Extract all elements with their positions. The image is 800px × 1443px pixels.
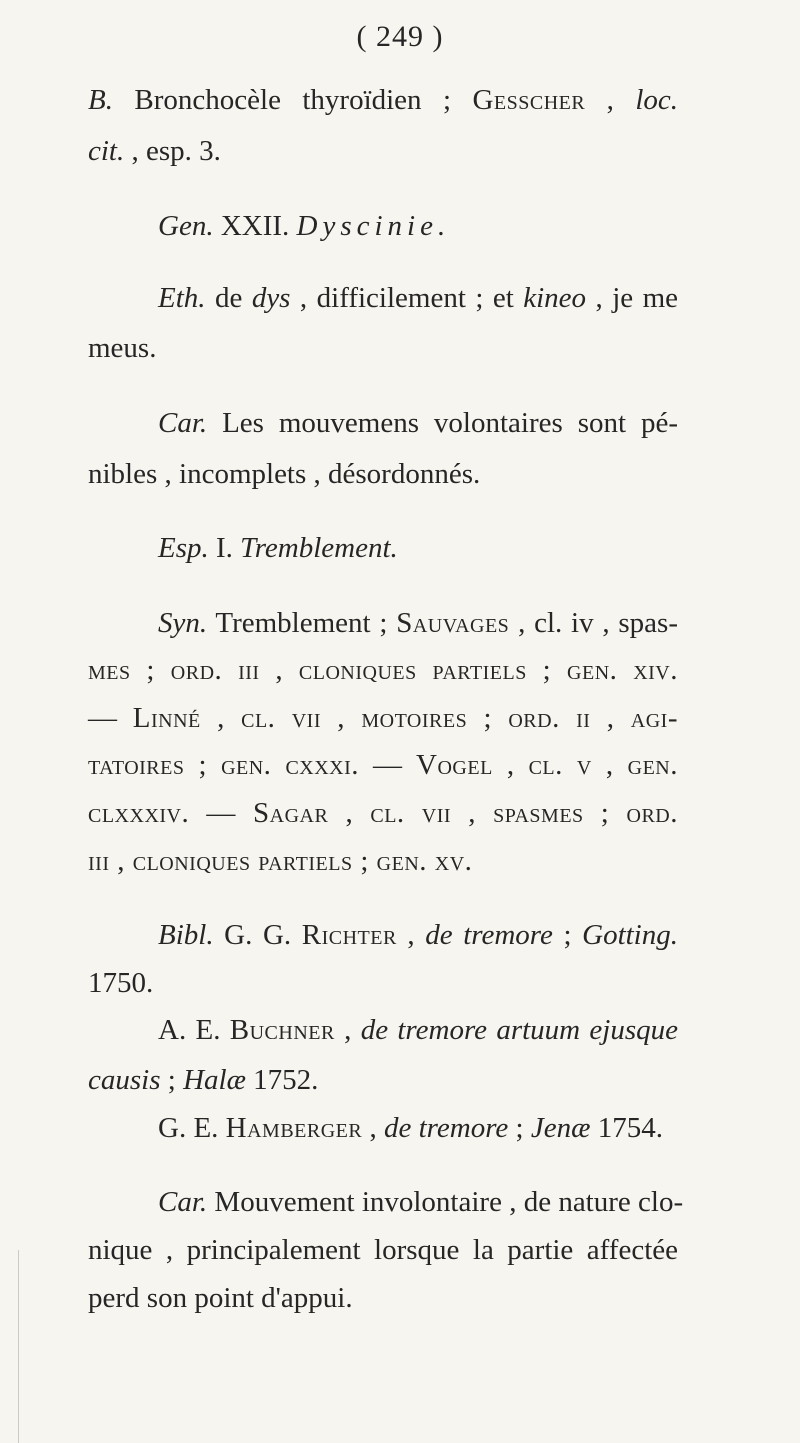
text-line: clxxxiv. — Sagar , cl. vii , spasmes ; ord. [88,797,678,829]
page-number: ( 249 ) [356,20,444,53]
text-line: B. Bronchocèle thyroïdien ; Gesscher , loc. [88,84,678,116]
text-line: tatoires ; gen. cxxxi. — Vogel , cl. v , gen. [88,749,679,781]
text-line: mes ; ord. iii , cloniques partiels ; gen. xiv. [88,654,678,686]
text-line: perd son point d'appui. [88,1282,353,1314]
text-line: meus. [88,332,157,364]
text-line: causis ; Halæ 1752. [88,1064,319,1096]
text-line: iii , cloniques partiels ; gen. xv. [88,845,473,877]
text-line: G. E. Hamberger , de tremore ; Jenæ 1754. [158,1112,663,1144]
text-line: 1750. [88,967,154,999]
text-line: Car. Les mouvemens volontaires sont pé- [158,407,678,439]
text-line: Eth. de dys , difficilement ; et kineo , je me [158,282,679,314]
text-line: Car. Mouvement involontaire , de nature clo- [158,1186,684,1218]
page-edge-shadow [18,1250,19,1443]
text-line: A. E. Buchner , de tremore artuum ejusque [158,1014,679,1046]
text-line: Bibl. G. G. Richter , de tremore ; Gotting. [158,919,678,951]
species-heading: Esp. I. Tremblement. [158,532,398,564]
genus-heading: Gen. XXII. Dyscinie. [158,210,451,242]
text-line: cit. , esp. 3. [88,135,221,167]
text-line: — Linné , cl. vii , motoires ; ord. ii , agi- [88,702,678,734]
text-line: nibles , incomplets , désordonnés. [88,458,481,490]
text-line: Syn. Tremblement ; Sauvages , cl. iv , spas- [158,607,678,639]
text-line: nique , principalement lorsque la partie affectée [88,1234,678,1266]
